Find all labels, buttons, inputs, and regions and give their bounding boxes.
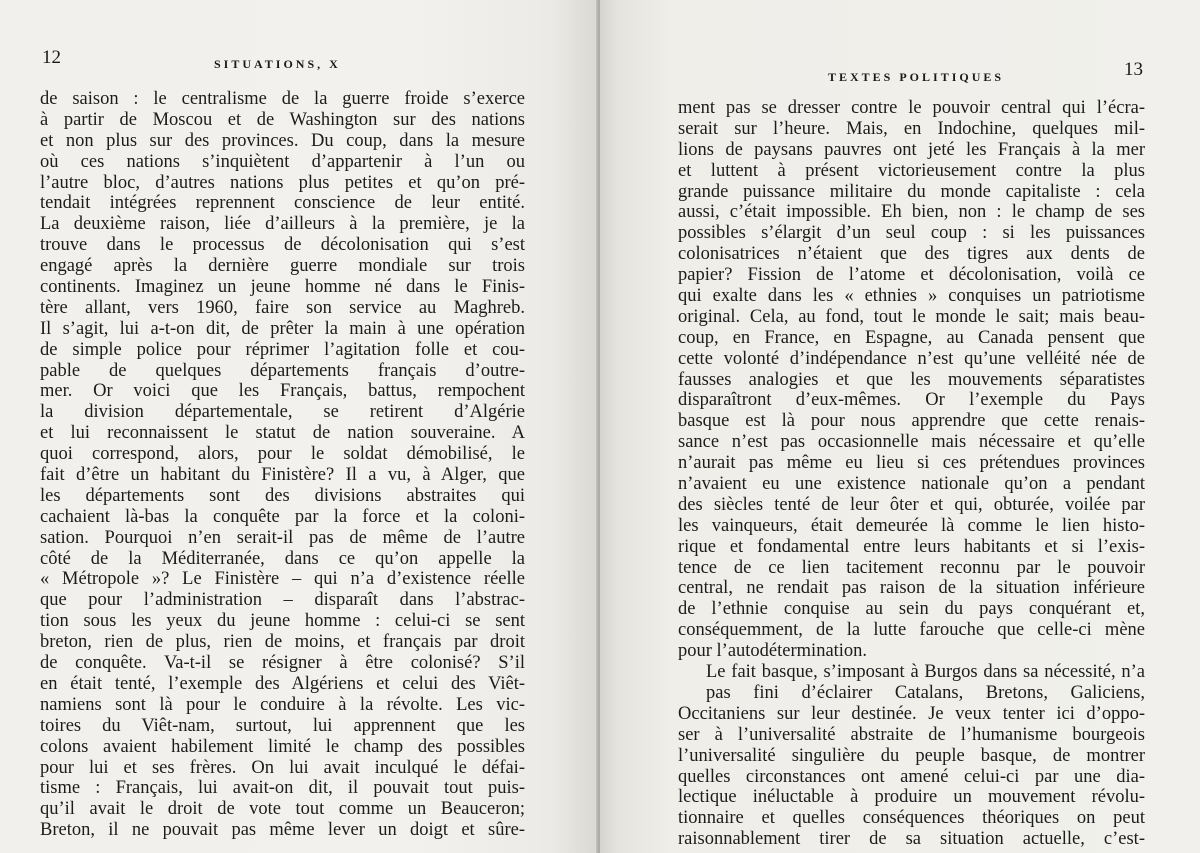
text-line: coup, en France, en Espagne, au Canada pensent que <box>678 327 1145 348</box>
text-line: ment pas se dresser contre le pouvoir central qui l’écra- <box>678 98 1145 118</box>
text-line: n’aurait pas même eu lieu si ces prétendues provinces <box>678 453 1145 474</box>
text-line: côté de la Méditerranée, dans ce qu’on appelle la <box>40 548 525 569</box>
text-line: papier? Fission de l’atome et décolonisation, voilà ce <box>678 265 1145 286</box>
text-line: colons avaient habilement limité le champ des possibles <box>40 736 525 757</box>
text-line: quoi correspond, alors, pour le soldat démobilisé, le <box>40 444 525 465</box>
text-line: qui exalte dans les « ethnies » conquises un patriotisme <box>678 286 1145 307</box>
text-line: tère allant, vers 1960, faire son service au Maghreb. <box>40 297 525 318</box>
text-line: basque est là pour nous apprendre que cette renais- <box>678 411 1145 432</box>
text-block <box>40 89 525 841</box>
text-line: l’universalité singulière du peuple basque, de montrer <box>678 745 1145 766</box>
text-line: possibles s’élargit d’un seul coup : si les puissances <box>678 223 1145 244</box>
text-line: et non plus sur des provinces. Du coup, dans la mesure <box>40 130 525 151</box>
text-line: grande puissance militaire du monde capitaliste : cela <box>678 181 1145 202</box>
text-line: des siècles tenté de leur ôter et qui, obturée, voilée par <box>678 494 1145 515</box>
text-line: sance n’est pas occasionnelle mais nécessaire et qu’elle <box>678 432 1145 453</box>
text-line: lectique inéluctable à produire un mouvement révolu- <box>678 787 1145 808</box>
text-line: à partir de Moscou et de Washington sur des nations <box>40 109 525 130</box>
text-line: les vainqueurs, était demeurée là comme le lien histo- <box>678 515 1145 536</box>
text-line: lions de paysans pauvres ont jeté les Français à la mer <box>678 139 1145 160</box>
text-line: en était tenté, l’exemple des Algériens et celui des Viêt- <box>40 673 525 694</box>
text-line: disparaîtront d’eux-mêmes. Or l’exemple du Pays <box>678 390 1145 411</box>
text-line: où ces nations s’inquiètent d’appartenir à l’un ou <box>40 151 525 172</box>
text-line: pour l’autodétermination. <box>678 641 868 662</box>
text-line: l’autre bloc, d’autres nations plus petites et qu’on pré- <box>40 172 525 193</box>
text-line: pable de quelques départements français d’outre- <box>40 360 525 381</box>
page-number: 12 <box>42 47 61 68</box>
text-line: namiens sont là pour le conduire à la révolte. Les vic- <box>40 694 525 715</box>
text-line: Occitaniens sur leur destinée. Je veux tenter ici d’oppo- <box>678 703 1145 724</box>
page-number: 13 <box>1124 59 1143 80</box>
text-line: et luttent à présent victorieusement contre la plus <box>678 160 1145 181</box>
text-line: conséquemment, de la lutte farouche que celle-ci mène <box>678 620 1145 641</box>
text-line: « Métropole »? Le Finistère – qui n’a d’existence réelle <box>40 569 525 590</box>
text-line: quelles circonstances ont amené celui-ci par une dia- <box>678 766 1145 787</box>
text-line: que pour l’administration – disparaît dans l’abstrac- <box>40 590 525 611</box>
text-line: de simple police pour réprimer l’agitation folle et cou- <box>40 339 525 360</box>
text-line: breton, rien de plus, rien de moins, et français par droit <box>40 632 525 653</box>
text-line: tisme : Français, lui avait-on dit, il pouvait tout puis- <box>40 778 525 799</box>
text-line: trouve dans le processus de décolonisation qui s’est <box>40 235 525 256</box>
text-line: qu’il avait le droit de vote tout comme un Beauceron; <box>40 799 525 820</box>
text-line: la division départementale, se retirent d’Algérie <box>40 402 525 423</box>
text-line: de l’ethnie conquise au sein du pays conquérant et, <box>678 599 1145 620</box>
text-line: les départements sont des divisions abstraites qui <box>40 485 525 506</box>
text-line: serait sur l’heure. Mais, en Indochine, quelques mil- <box>678 118 1145 139</box>
text-line: colonisatrices n’étaient que des tigres aux dents de <box>678 244 1145 265</box>
text-line: de saison : le centralisme de la guerre froide s’exerce <box>40 89 525 109</box>
text-line: Breton, il ne pouvait pas même lever un doigt et sûre- <box>40 820 525 841</box>
text-line: sation. Pourquoi n’en serait-il pas de même de l’autre <box>40 527 525 548</box>
text-line: engagé après la dernière guerre mondiale sur trois <box>40 256 525 277</box>
text-block <box>678 98 1145 850</box>
text-line: pour lui et ses frères. On lui avait inculqué le défai- <box>40 757 525 778</box>
running-head: TEXTES POLITIQUES <box>828 70 1005 84</box>
text-line: La deuxième raison, liée d’ailleurs à la première, je la <box>40 214 525 235</box>
text-line: central, ne rendait pas raison de la situation inférieure <box>678 578 1145 599</box>
text-line: tendait intégrées reprennent conscience de leur entité. <box>40 193 525 214</box>
text-line: aussi, c’était impossible. Eh bien, non : le champ de ses <box>678 202 1145 223</box>
running-head: SITUATIONS, X <box>214 57 341 71</box>
text-line: rique et fondamental entre leurs habitants et si l’exis- <box>678 536 1145 557</box>
text-line: original. Cela, au fond, tout le monde le sait; mais beau- <box>678 306 1145 327</box>
text-line: fausses analogies et que les mouvements séparatistes <box>678 369 1145 390</box>
text-line: Le fait basque, s’imposant à Burgos dans sa nécessité, n’a pas fini d’éclairer Catalans, Bretons, Galiciens, <box>706 662 1145 703</box>
text-line: n’avaient eu une existence nationale qu’on a pendant <box>678 474 1145 495</box>
right-page <box>600 0 1200 853</box>
text-line: cette volonté d’indépendance n’est qu’une velléité née de <box>678 348 1145 369</box>
text-line: de conquête. Va-t-il se résigner à être colonisé? S’il <box>40 653 525 674</box>
text-line: cachaient là-bas la conquête par la force et la coloni- <box>40 506 525 527</box>
text-line: fait d’être un habitant du Finistère? Il a vu, à Alger, que <box>40 465 525 486</box>
text-line: et lui reconnaissent le statut de nation souveraine. A <box>40 423 525 444</box>
text-line: ser à l’universalité abstraite de l’humanisme bourgeois <box>678 724 1145 745</box>
text-line: raisonnablement tirer de sa situation actuelle, c’est- <box>678 829 1145 850</box>
text-line: toires du Viêt-nam, surtout, lui apprennent que les <box>40 715 525 736</box>
text-line: tion sous les yeux du jeune homme : celui-ci se sent <box>40 611 525 632</box>
text-line: mer. Or voici que les Français, battus, rempochent <box>40 381 525 402</box>
text-line: continents. Imaginez un jeune homme né dans le Finis- <box>40 277 525 298</box>
text-line: tionnaire et quelles conséquences théoriques on peut <box>678 808 1145 829</box>
text-line: tence de ce lien tacitement reconnu par le pouvoir <box>678 557 1145 578</box>
text-line: Il s’agit, lui a-t-on dit, de prêter la main à une opération <box>40 318 525 339</box>
